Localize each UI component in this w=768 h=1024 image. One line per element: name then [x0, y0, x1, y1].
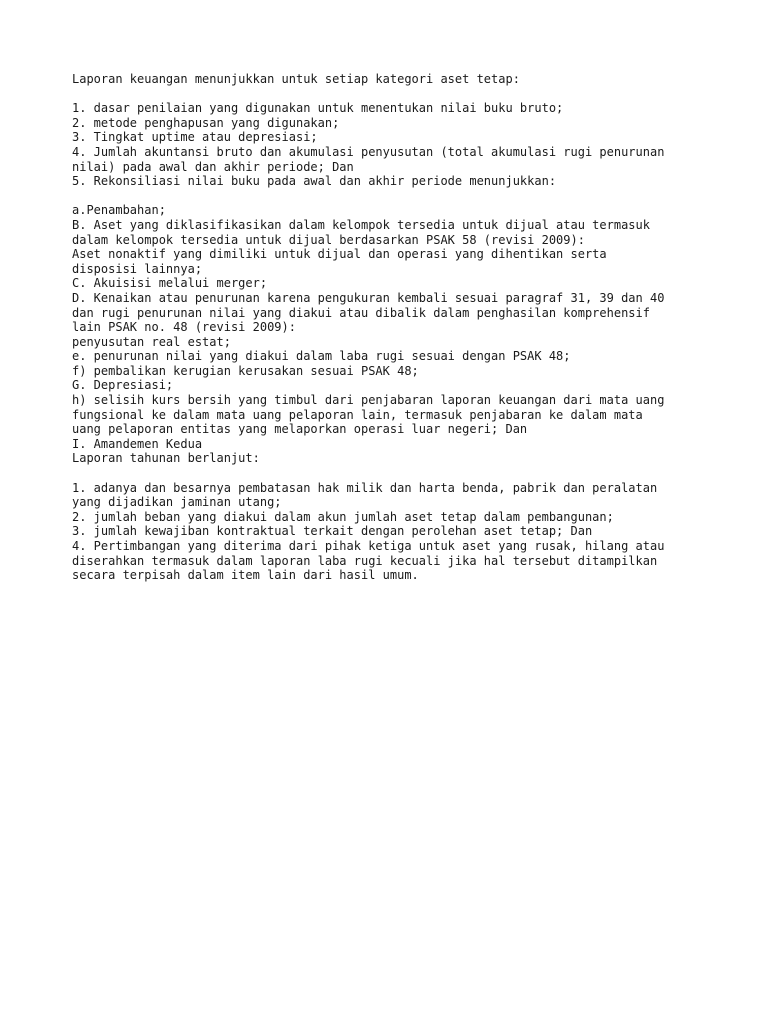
list-item: 4. Pertimbangan yang diterima dari pihak ketiga untuk aset yang rusak, hilang atau [72, 539, 665, 553]
list-item: disposisi lainnya; [72, 261, 203, 276]
annual-report-list [72, 481, 712, 583]
list-item: 1. adanya dan besarnya pembatasan hak milik dan harta benda, pabrik dan peralatan [72, 480, 658, 495]
list-item: dalam kelompok tersedia untuk dijual berdasarkan PSAK 58 (revisi 2009): [72, 232, 585, 247]
reconciliation-list [72, 203, 712, 466]
list-item: e. penurunan nilai yang diakui dalam laba rugi sesuai dengan PSAK 48; [72, 349, 571, 364]
asset-disclosure-list [72, 101, 712, 189]
list-item: uang pelaporan entitas yang melaporkan operasi luar negeri; Dan [72, 422, 528, 437]
list-item: penyusutan real estat; [72, 334, 231, 349]
list-item: G. Depresiasi; [72, 378, 174, 393]
list-item: dan rugi penurunan nilai yang diakui atau dibalik dalam penghasilan komprehensif [72, 305, 650, 320]
list-item: f) pembalikan kerugian kerusakan sesuai PSAK 48; [72, 363, 419, 378]
list-item: lain PSAK no. 48 (revisi 2009): [72, 320, 296, 335]
list-item: fungsional ke dalam mata uang pelaporan lain, termasuk penjabaran ke dalam mata [72, 407, 643, 422]
blank-line [72, 189, 712, 204]
list-item: C. Akuisisi melalui merger; [72, 276, 268, 291]
list-item: 3. jumlah kewajiban kontraktual terkait dengan perolehan aset tetap; Dan [72, 524, 593, 539]
blank-line [72, 466, 712, 481]
list-item: B. Aset yang diklasifikasikan dalam kelompok tersedia untuk dijual atau termasuk [72, 217, 650, 232]
list-item: secara terpisah dalam item lain dari hasil umum. [72, 568, 419, 583]
intro-line: Laporan keuangan menunjukkan untuk setiap kategori aset tetap: [72, 72, 520, 86]
list-item: 4. Jumlah akuntansi bruto dan akumulasi penyusutan (total akumulasi rugi penurunan [72, 144, 665, 159]
list-item: 1. dasar penilaian yang digunakan untuk menentukan nilai buku bruto; [72, 101, 564, 116]
list-item: 3. Tingkat uptime atau depresiasi; [72, 130, 318, 145]
list-item: yang dijadikan jaminan utang; [72, 495, 282, 510]
list-item: diserahkan termasuk dalam laporan laba rugi kecuali jika hal tersebut ditampilkan [72, 553, 658, 568]
list-item: I. Amandemen Kedua [72, 436, 203, 451]
blank-line [72, 87, 712, 102]
list-item: 5. Rekonsiliasi nilai buku pada awal dan akhir periode menunjukkan: [72, 174, 557, 189]
list-item: 2. jumlah beban yang diakui dalam akun jumlah aset tetap dalam pembangunan; [72, 509, 614, 524]
list-item: a.Penambahan; [72, 203, 166, 218]
list-item: h) selisih kurs bersih yang timbul dari penjabaran laporan keuangan dari mata uang [72, 393, 665, 408]
document-text [72, 72, 712, 583]
list-item: Aset nonaktif yang dimiliki untuk dijual dan operasi yang dihentikan serta [72, 247, 607, 262]
list-item: 2. metode penghapusan yang digunakan; [72, 115, 340, 130]
list-item: nilai) pada awal dan akhir periode; Dan [72, 159, 354, 174]
list-item: D. Kenaikan atau penurunan karena pengukuran kembali sesuai paragraf 31, 39 dan 40 [72, 290, 665, 305]
list-item: Laporan tahunan berlanjut: [72, 451, 260, 466]
